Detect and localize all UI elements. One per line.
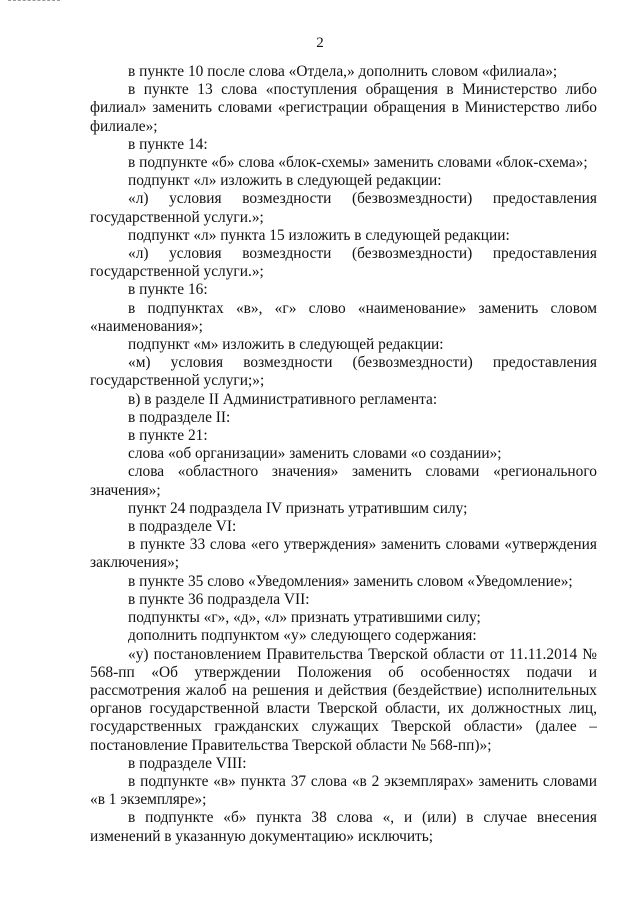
document-body [90, 63, 597, 846]
scan-artifact [8, 0, 60, 4]
paragraph: в пункте 10 после слова «Отдела,» дополнить словом «филиала»; [128, 63, 558, 80]
paragraph: в подразделе VI: [128, 518, 237, 536]
paragraph: в пункте 16: [128, 281, 208, 299]
paragraph: в пункте 33 слова «его утверждения» заменить словами «утверждения заключения»; [90, 536, 597, 572]
paragraph: «м) условия возмездности (безвозмездности) предоставления государственной услуги;»; [90, 354, 597, 390]
paragraph: в пункте 14: [128, 135, 208, 153]
paragraph: слова «областного значения» заменить словами «регионального значения»; [90, 463, 597, 499]
paragraph: в пункте 35 слово «Уведомления» заменить словом «Уведомление»; [128, 572, 573, 590]
paragraph: в пункте 36 подраздела VII: [128, 590, 310, 608]
paragraph: в) в разделе II Административного регламента: [128, 390, 438, 408]
paragraph: пункт 24 подраздела IV признать утратившим силу; [128, 499, 468, 517]
paragraph: в подпункте «б» пункта 38 слова «, и (или) в случае внесения изменений в указанную документацию» исключить; [90, 809, 597, 845]
paragraph: в подпункте «б» слова «блок-схемы» заменить словами «блок-схема»; [128, 154, 588, 172]
paragraph: в подразделе VIII: [128, 754, 247, 772]
paragraph: «л) условия возмездности (безвозмездности) предоставления государственной услуги.»; [90, 190, 597, 226]
paragraph: подпункт «л» изложить в следующей редакции: [128, 172, 442, 190]
paragraph: в пункте 13 слова «поступления обращения в Министерство либо филиал» заменить словами «регистрации обращения в Министерство либо филиале»; [90, 81, 597, 135]
paragraph: в пункте 21: [128, 427, 208, 445]
paragraph: подпункты «г», «д», «л» признать утратившими силу; [128, 609, 481, 627]
paragraph: в подразделе II: [128, 408, 231, 426]
paragraph: в подпунктах «в», «г» слово «наименование» заменить словом «наименования»; [90, 299, 597, 335]
paragraph: подпункт «м» изложить в следующей редакции: [128, 336, 444, 354]
paragraph: «у) постановлением Правительства Тверской области от 11.11.2014 № 568-пп «Об утверждении Положения об особенностях подачи и рассмотрения жалоб на решения и действия (бездействие) исполнительных органов государственной власти Тверской области, их должностных лиц, государственных гражданских служащих Тверской области» (далее – постановление Правительства Тверской области № 568-пп)»; [90, 645, 597, 754]
page-number: 2 [316, 35, 324, 51]
paragraph: «л) условия возмездности (безвозмездности) предоставления государственной услуги.»; [90, 245, 597, 281]
paragraph: дополнить подпунктом «у» следующего содержания: [128, 627, 477, 645]
paragraph: в подпункте «в» пункта 37 слова «в 2 экземплярах» заменить словами «в 1 экземпляре»; [90, 772, 597, 809]
paragraph: подпункт «л» пункта 15 изложить в следующей редакции: [128, 226, 510, 244]
paragraph: слова «об организации» заменить словами «о создании»; [128, 445, 502, 463]
